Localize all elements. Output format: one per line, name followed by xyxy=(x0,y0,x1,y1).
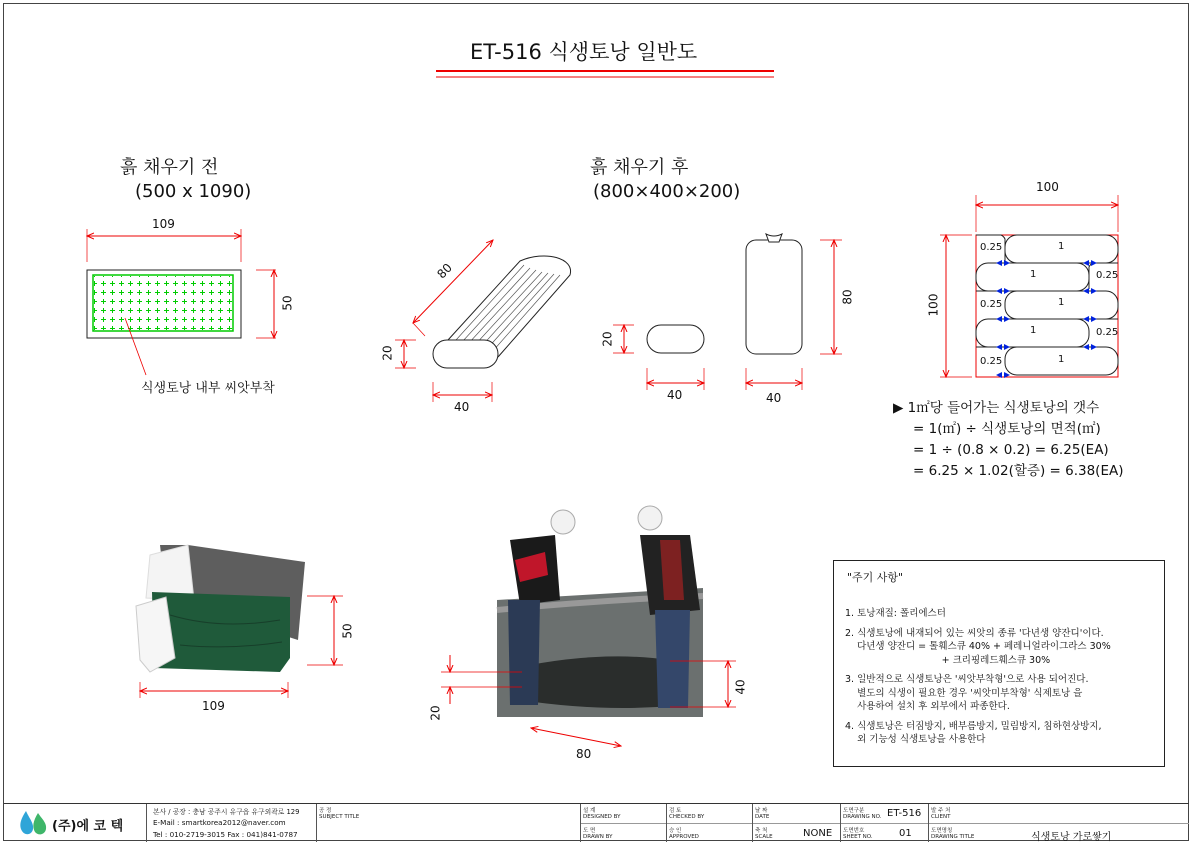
drawing-no-value: ET-516 xyxy=(887,808,922,819)
flat-bag-drawing xyxy=(87,229,276,375)
grid-width: 100 xyxy=(1036,180,1059,194)
before-size: (500 x 1090) xyxy=(135,181,252,202)
drawing-title-label: 도면명칭 DRAWING TITLE xyxy=(931,828,975,840)
sheet-no-value: 01 xyxy=(899,828,912,839)
before-title: 흙 채우기 전 xyxy=(120,157,219,178)
date-cell xyxy=(752,804,840,842)
note-item: 별도의 식생이 필요한 경우 '씨앗미부착형' 식제토낭 을 xyxy=(845,687,1083,699)
end-dim-w: 40 xyxy=(667,388,683,402)
end-dim-h: 20 xyxy=(600,331,615,347)
workers-photo xyxy=(441,506,736,746)
client-label: 발 주 처 CLIENT xyxy=(931,808,951,820)
drawing-title-value: 식생토낭 가로쌓기 xyxy=(1031,832,1112,843)
calc-line-4: = 6.25 × 1.02(할증) = 6.38(EA) xyxy=(913,463,1124,479)
subject-cell xyxy=(316,804,580,842)
photo2-dim-l: 80 xyxy=(576,747,592,761)
before-dim-h: 50 xyxy=(280,295,295,311)
grid-cell: 1 xyxy=(1058,297,1065,308)
scale-value: NONE xyxy=(803,828,833,839)
after-dim-h: 20 xyxy=(380,345,395,361)
note-item: 사용하여 설치 후 외부에서 파종한다. xyxy=(845,701,1010,712)
notes-body xyxy=(845,607,1111,747)
drawing-no-label: 도면구분 DRAWING NO. xyxy=(843,808,882,820)
filled-bag-iso xyxy=(395,240,571,402)
sheet-no-label: 도면번호 SHEET NO. xyxy=(843,828,873,840)
grid-height: 100 xyxy=(926,293,941,317)
date-label: 날 짜 DATE xyxy=(755,808,770,820)
after-dim-w: 40 xyxy=(454,400,470,414)
subject-label: 공 정 SUBJECT TITLE xyxy=(319,808,360,820)
grid-cell: 0.25 xyxy=(1096,270,1119,281)
bag-front-view xyxy=(746,234,842,390)
page-title: ET-516 식생토낭 일반도 xyxy=(470,40,698,64)
note-item: 2. 식생토낭에 내재되어 있는 씨앗의 종류 '다년생 양잔디'이다. xyxy=(845,627,1104,639)
notes-box xyxy=(833,560,1165,767)
approved-label: 승 인 APPROVED xyxy=(669,828,699,840)
calc-line-1: ▶ 1㎡당 들어가는 식생토낭의 갯수 xyxy=(893,400,1100,416)
calc-line-3: = 1 ÷ (0.8 × 0.2) = 6.25(EA) xyxy=(913,442,1109,458)
checked-cell xyxy=(666,804,752,842)
designed-cell xyxy=(580,804,666,842)
company-address: 본사 / 공장 : 충남 공주시 유구읍 유구외곽로 129 xyxy=(153,808,300,816)
seed-callout: 식생토낭 내부 씨앗부착 xyxy=(141,381,275,396)
note-item: + 크리핑레드훼스큐 30% xyxy=(845,654,1051,666)
designed-label: 설 계 DESIGNED BY xyxy=(583,808,621,820)
front-dim-w: 40 xyxy=(766,391,782,405)
photo2-dim-h: 40 xyxy=(733,679,748,695)
after-title: 흙 채우기 후 xyxy=(590,157,689,178)
note-item: 4. 식생토낭은 터짐방지, 배부름방지, 밀림방지, 침하현상방지, xyxy=(845,720,1102,732)
calc-line-2: = 1(㎡) ÷ 식생토낭의 면적(㎡) xyxy=(913,421,1101,437)
grid-cell: 0.25 xyxy=(980,356,1003,367)
layout-grid xyxy=(940,195,1118,378)
company-tel: Tel : 010-2719-3015 Fax : 041)841-0787 xyxy=(153,830,298,839)
company-logo-icon xyxy=(16,808,50,838)
grid-cell: 0.25 xyxy=(980,299,1003,310)
note-item: 외 기능성 식생토낭을 사용한다 xyxy=(845,734,986,745)
bag-photo xyxy=(136,545,343,698)
before-dim-w: 109 xyxy=(152,217,175,231)
grid-cell: 1 xyxy=(1058,241,1065,252)
checked-label: 검 토 CHECKED BY xyxy=(669,808,705,820)
company-email: E-Mail : smartkorea2012@naver.com xyxy=(153,818,286,827)
drawn-label: 도 면 DRAWN BY xyxy=(583,828,613,840)
client-cell xyxy=(928,804,1189,842)
scale-label: 축 척 SCALE xyxy=(755,828,773,840)
grid-cell: 1 xyxy=(1030,269,1037,280)
after-size: (800×400×200) xyxy=(593,181,741,202)
title-block xyxy=(4,803,1189,842)
address-cell xyxy=(146,804,316,842)
grid-cell: 0.25 xyxy=(1096,327,1119,338)
drawing-no-cell xyxy=(840,804,928,842)
bag-end-view xyxy=(613,325,704,390)
grid-cell: 1 xyxy=(1058,354,1065,365)
grid-cell: 0.25 xyxy=(980,242,1003,253)
company-name: (주)에 코 텍 xyxy=(52,819,124,834)
grid-cell: 1 xyxy=(1030,325,1037,336)
note-item: 3. 일반적으로 식생토낭은 '씨앗부착형'으로 사용 되어진다. xyxy=(845,674,1089,685)
note-item: 1. 토낭재질: 폴리에스터 xyxy=(845,608,946,619)
after-dim-len: 80 xyxy=(434,260,455,282)
photo2-dim-t: 20 xyxy=(428,705,443,721)
notes-heading: "주기 사항" xyxy=(847,571,904,584)
front-dim-h: 80 xyxy=(840,289,855,305)
photo-dim-w: 109 xyxy=(202,699,225,713)
company-cell xyxy=(4,804,146,842)
photo-dim-h: 50 xyxy=(340,623,355,639)
note-item: 다년생 양잔디 = 톨훼스큐 40% + 페레니얼라이그라스 30% xyxy=(845,641,1111,652)
